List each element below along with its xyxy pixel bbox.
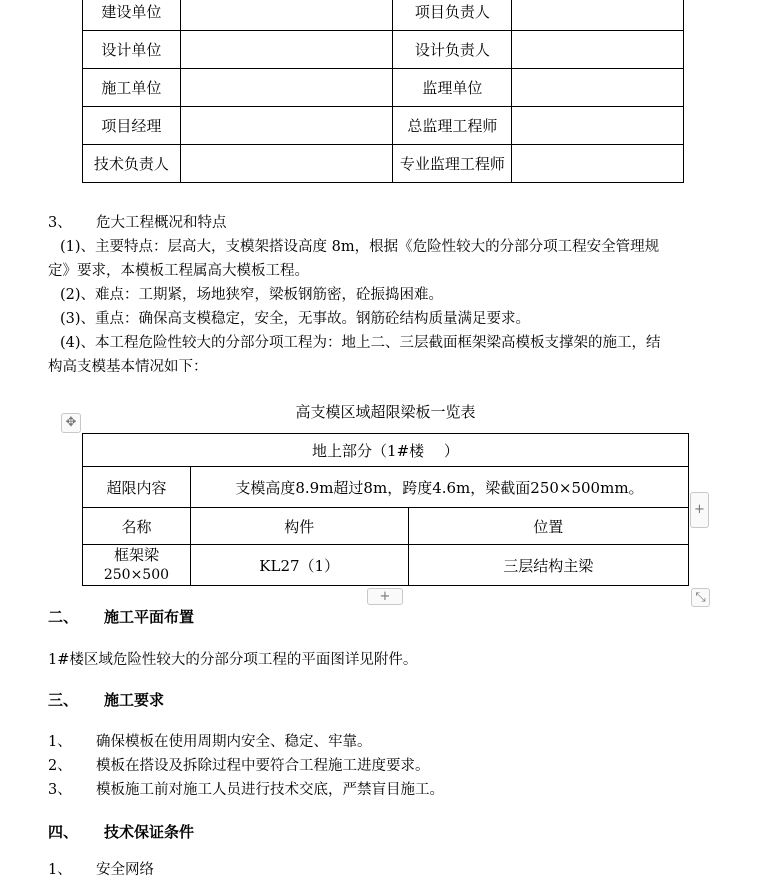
add-column-button[interactable]: + (690, 492, 709, 528)
section-2-heading (48, 605, 728, 629)
table-row (83, 31, 684, 69)
section-3-heading (48, 211, 728, 235)
info-label[interactable]: 设计单位 (83, 31, 181, 69)
section-3-requirements-heading (48, 688, 728, 712)
limit-value-cell[interactable]: 支模高度8.9m超过8m，跨度4.6m，梁截面250×500mm。 (190, 467, 688, 508)
info-label[interactable]: 施工单位 (83, 69, 181, 107)
list-text: 安全网络 (96, 862, 154, 878)
section-number: 二、 (48, 608, 79, 626)
list-number: 2、 (48, 758, 72, 774)
list-text: 确保模板在使用周期内安全、稳定、牢靠。 (96, 734, 372, 750)
list-number: 3、 (48, 782, 72, 798)
paragraph-3: (3)、重点：确保高支模稳定，安全，无事故。钢筋砼结构质量满足要求。 (60, 311, 531, 327)
info-value[interactable] (180, 0, 393, 31)
list-text: 模板施工前对施工人员进行技术交底，严禁盲目施工。 (96, 782, 444, 798)
section-title: 施工要求 (104, 691, 165, 709)
table-caption: 高支模区域超限梁板一览表 (295, 403, 476, 421)
column-header-position[interactable]: 位置 (408, 508, 688, 545)
project-info-table (82, 0, 684, 183)
table-row (83, 69, 684, 107)
list-text: 模板在搭设及拆除过程中要符合工程施工进度要求。 (96, 758, 430, 774)
info-label[interactable]: 设计负责人 (393, 31, 512, 69)
info-label[interactable]: 总监理工程师 (393, 107, 512, 145)
beam-name: 框架梁 (113, 546, 159, 564)
table-row (83, 107, 684, 145)
column-header-member[interactable]: 构件 (190, 508, 408, 545)
beam-size: 250×500 (103, 567, 170, 583)
section-title: 施工平面布置 (104, 608, 195, 626)
info-value[interactable] (512, 107, 684, 145)
info-value[interactable] (180, 145, 393, 183)
paragraph-2: (2)、难点：工期紧，场地狭窄，梁板钢筋密，砼振捣困难。 (60, 287, 444, 303)
table-row (83, 0, 684, 31)
beam-position-cell[interactable]: 三层结构主梁 (408, 545, 688, 586)
paragraph-4b: 构高支模基本情况如下： (48, 359, 208, 375)
info-label[interactable]: 监理单位 (393, 69, 512, 107)
table-row (83, 545, 689, 586)
table-row (83, 508, 689, 545)
info-label[interactable]: 技术负责人 (83, 145, 181, 183)
info-value[interactable] (512, 31, 684, 69)
section-4-heading (48, 820, 728, 844)
paragraph-4a: (4)、本工程危险性较大的分部分项工程为：地上二、三层截面框架梁高模板支撑架的施工，结 (60, 335, 661, 351)
info-value[interactable] (180, 31, 393, 69)
info-label[interactable]: 专业监理工程师 (393, 145, 512, 183)
info-label[interactable]: 建设单位 (83, 0, 181, 31)
beam-name-cell[interactable] (83, 545, 191, 586)
info-value[interactable] (512, 69, 684, 107)
table-row (83, 145, 684, 183)
list-item (48, 730, 728, 754)
section-number: 四、 (48, 823, 79, 841)
section-title: 危大工程概况和特点 (96, 215, 227, 231)
info-value[interactable] (512, 0, 684, 31)
list-number: 1、 (48, 734, 72, 750)
paragraph-1b: 定》要求，本模板工程属高大模板工程。 (48, 263, 309, 279)
info-value[interactable] (180, 69, 393, 107)
table-header-cell[interactable]: 地上部分（1#楼 ） (83, 434, 689, 467)
info-value[interactable] (180, 107, 393, 145)
paragraph-1a: (1)、主要特点：层高大，支模架搭设高度 8m，根据《危险性较大的分部分项工程安全管理规 (60, 239, 660, 255)
list-item (48, 858, 728, 882)
add-row-button[interactable]: + (367, 588, 403, 605)
limit-label-cell[interactable]: 超限内容 (83, 467, 191, 508)
column-header-name[interactable]: 名称 (83, 508, 191, 545)
beam-overlimit-table (82, 433, 689, 586)
info-label[interactable]: 项目负责人 (393, 0, 512, 31)
list-number: 1、 (48, 862, 72, 878)
table-row (83, 467, 689, 508)
beam-member-cell[interactable]: KL27（1） (190, 545, 408, 586)
section-number: 3、 (48, 215, 72, 231)
info-value[interactable] (512, 145, 684, 183)
table-row (83, 434, 689, 467)
section-number: 三、 (48, 691, 79, 709)
list-item (48, 778, 728, 802)
list-item (48, 754, 728, 778)
table-resize-icon[interactable]: ⤡ (691, 588, 710, 607)
table-move-handle-icon[interactable]: ✥ (61, 413, 81, 433)
section-title: 技术保证条件 (104, 823, 195, 841)
info-label[interactable]: 项目经理 (83, 107, 181, 145)
section-2-text: 1#楼区域危险性较大的分部分项工程的平面图详见附件。 (48, 652, 418, 668)
